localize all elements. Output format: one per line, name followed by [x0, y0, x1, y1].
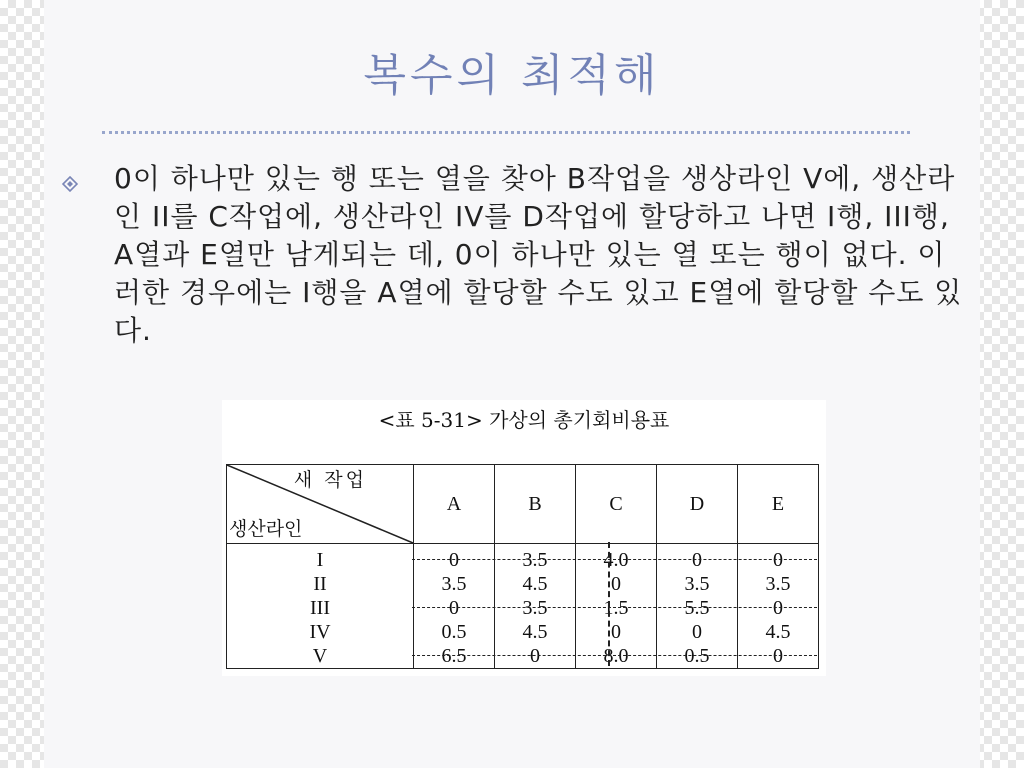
column-cover-line-c: [608, 542, 610, 666]
table-cell: 6.5: [441, 645, 467, 667]
table-cell: 0: [692, 549, 702, 571]
table-cell: 8.0: [603, 645, 629, 667]
table-cell: 0: [773, 597, 783, 619]
table-cell: 3.5: [684, 573, 710, 595]
row-label: I: [316, 549, 324, 571]
table-cell: 0: [530, 645, 540, 667]
row-labels-cell: [227, 544, 414, 669]
header-new-job: 새 작업: [293, 469, 367, 491]
table-cell: 5.5: [684, 597, 710, 619]
column-header-d: D: [657, 465, 738, 544]
table-cell: 0: [773, 549, 783, 571]
row-cover-line-iii: [412, 607, 817, 608]
column-a-values: [414, 544, 495, 669]
table-cell: 4.5: [522, 621, 548, 643]
table-cell: 0: [773, 645, 783, 667]
table-cell: 0: [611, 573, 621, 595]
table-cell: 3.5: [522, 549, 548, 571]
body-paragraph: 0이 하나만 있는 행 또는 열을 찾아 B작업을 생상라인 V에, 생산라인 II를 C작업에, 생산라인 IV를 D작업에 할당하고 나면 I행, III행, A열과 E열만 남게되는 데, 0이 하나만 있는 열 또는 행이 없다. 이러한 경우에는 I행을 A열에 할당할 수도 있고 E열에 할당할 수도 있다.: [114, 162, 963, 347]
table-cell: 0: [449, 597, 459, 619]
table-cell: 1.5: [603, 597, 629, 619]
table-cell: 4.0: [603, 549, 629, 571]
table-cell: 3.5: [522, 597, 548, 619]
column-b-values: [495, 544, 576, 669]
table-cell: 0.5: [441, 621, 467, 643]
table-caption: <표 5-31> 가상의 총기회비용표: [378, 408, 670, 432]
table-cell: 3.5: [765, 573, 791, 595]
table-cell: 3.5: [441, 573, 467, 595]
table-body-row: [227, 544, 819, 669]
table-header-row: [227, 465, 819, 544]
row-label: V: [312, 645, 328, 667]
table-cell: 4.5: [765, 621, 791, 643]
opportunity-cost-table: [226, 464, 819, 669]
row-label: III: [310, 597, 330, 619]
row-label: IV: [309, 621, 331, 643]
slide-title: 복수의 최적해: [363, 50, 661, 101]
title-divider: [102, 131, 910, 134]
column-e-values: [738, 544, 819, 669]
column-header-b: B: [495, 465, 576, 544]
table-cell: 0: [692, 621, 702, 643]
row-label: II: [313, 573, 327, 595]
column-d-values: [657, 544, 738, 669]
row-cover-line-v: [412, 655, 817, 656]
column-header-a: A: [414, 465, 495, 544]
table-cell: 0: [449, 549, 459, 571]
table-figure: [222, 400, 826, 676]
column-header-e: E: [738, 465, 819, 544]
column-header-c: C: [576, 465, 657, 544]
diagonal-header-cell: [227, 465, 414, 544]
diamond-bullet-icon: [62, 176, 78, 195]
table-cell: 0: [611, 621, 621, 643]
slide: [44, 0, 980, 768]
table-cell: 4.5: [522, 573, 548, 595]
table-cell: 0.5: [684, 645, 710, 667]
header-production-line: 생산라인: [229, 518, 303, 540]
column-c-values: [576, 544, 657, 669]
row-cover-line-i: [412, 559, 817, 560]
